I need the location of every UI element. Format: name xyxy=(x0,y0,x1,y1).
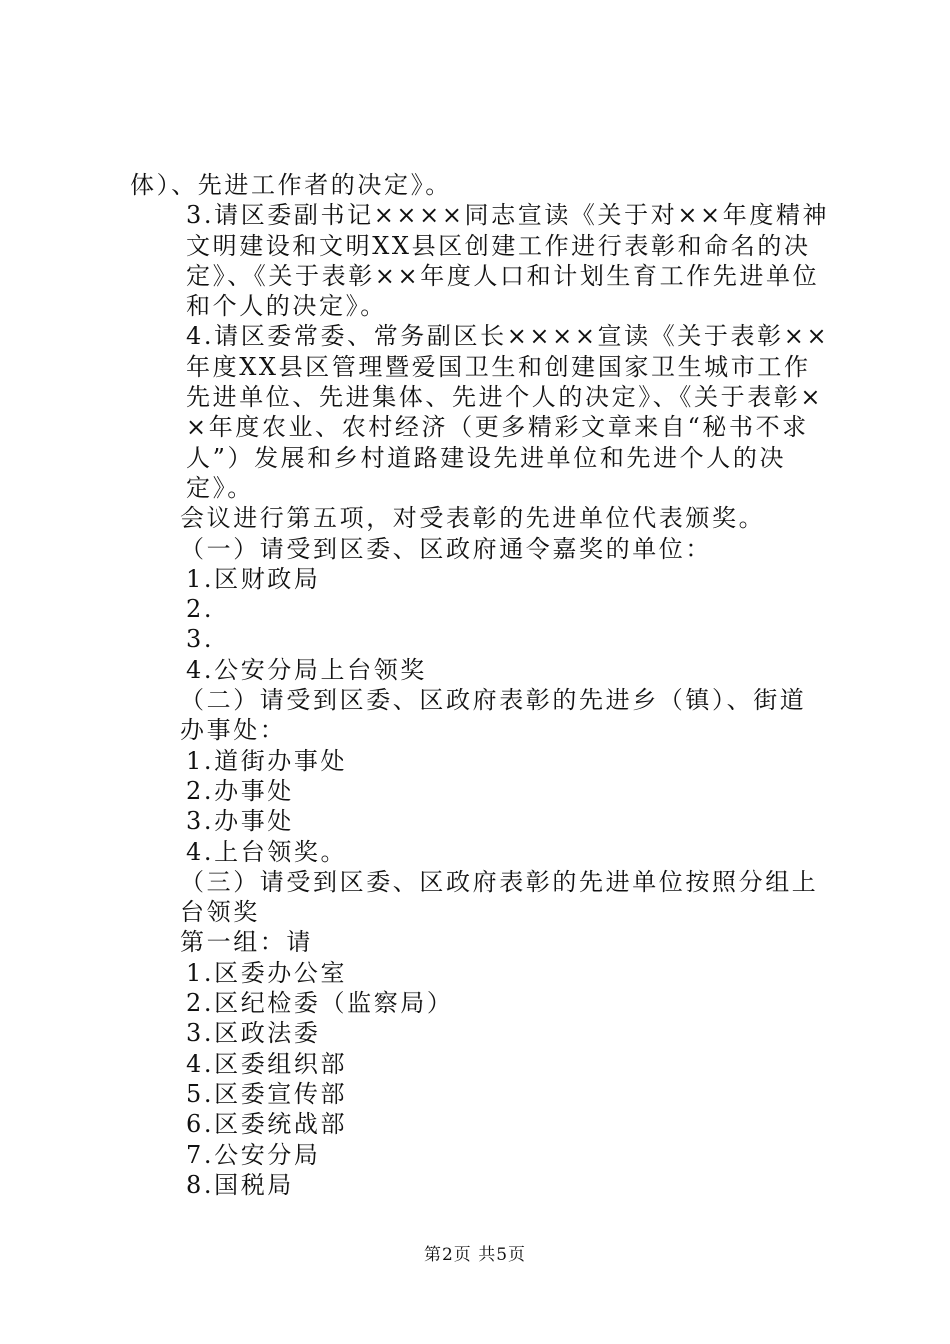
list-item: 5.区委宣传部 xyxy=(186,1079,348,1108)
list-item: 4.区委组织部 xyxy=(186,1049,348,1078)
document-body xyxy=(130,170,830,1200)
group-heading: 第一组：请 xyxy=(180,928,313,957)
list-item: 2.区纪检委（监察局） xyxy=(186,989,454,1018)
list-item: 3.区政法委 xyxy=(186,1019,321,1048)
list-item: 7.公安分局 xyxy=(186,1140,321,1169)
paragraph-item-3: 3.请区委副书记××××同志宣读《关于对××年度精神文明建设和文明XX县区创建工作进行表彰和命名的决定》、《关于表彰××年度人口和计划生育工作先进单位和个人的决定》。 xyxy=(186,201,830,321)
section-heading-1: （一）请受到区委、区政府通令嘉奖的单位： xyxy=(180,534,712,563)
list-item: 4.上台领奖。 xyxy=(186,837,348,866)
list-item: 2. xyxy=(186,595,215,624)
list-item: 8.国税局 xyxy=(186,1170,294,1199)
list-item: 3.办事处 xyxy=(186,807,294,836)
section-heading-3: （三）请受到区委、区政府表彰的先进单位按照分组上台领奖 xyxy=(180,867,819,927)
list-item: 1.区财政局 xyxy=(186,564,321,593)
paragraph-item-4: 4.请区委常委、常务副区长××××宣读《关于表彰××年度XX县区管理暨爱国卫生和创建国家卫生城市工作先进单位、先进集体、先进个人的决定》、《关于表彰××年度农业、农村经济（更多精彩文章来自“秘书不求人”）发展和乡村道路建设先进单位和先进个人的决定》。 xyxy=(186,322,830,502)
list-item: 2.办事处 xyxy=(186,776,294,805)
list-item: 6.区委统战部 xyxy=(186,1110,348,1139)
paragraph-line: 体）、先进工作者的决定》。 xyxy=(130,171,452,199)
list-item: 3. xyxy=(186,625,215,654)
list-item: 4.公安分局上台领奖 xyxy=(186,655,427,684)
paragraph-meeting-item-5: 会议进行第五项，对受表彰的先进单位代表颁奖。 xyxy=(180,504,766,533)
section-heading-2: （二）请受到区委、区政府表彰的先进乡（镇）、街道办事处： xyxy=(180,686,807,745)
list-item: 1.区委办公室 xyxy=(186,958,348,987)
list-item: 1.道街办事处 xyxy=(186,746,348,775)
page-footer: 第2页 共5页 xyxy=(423,1245,527,1265)
